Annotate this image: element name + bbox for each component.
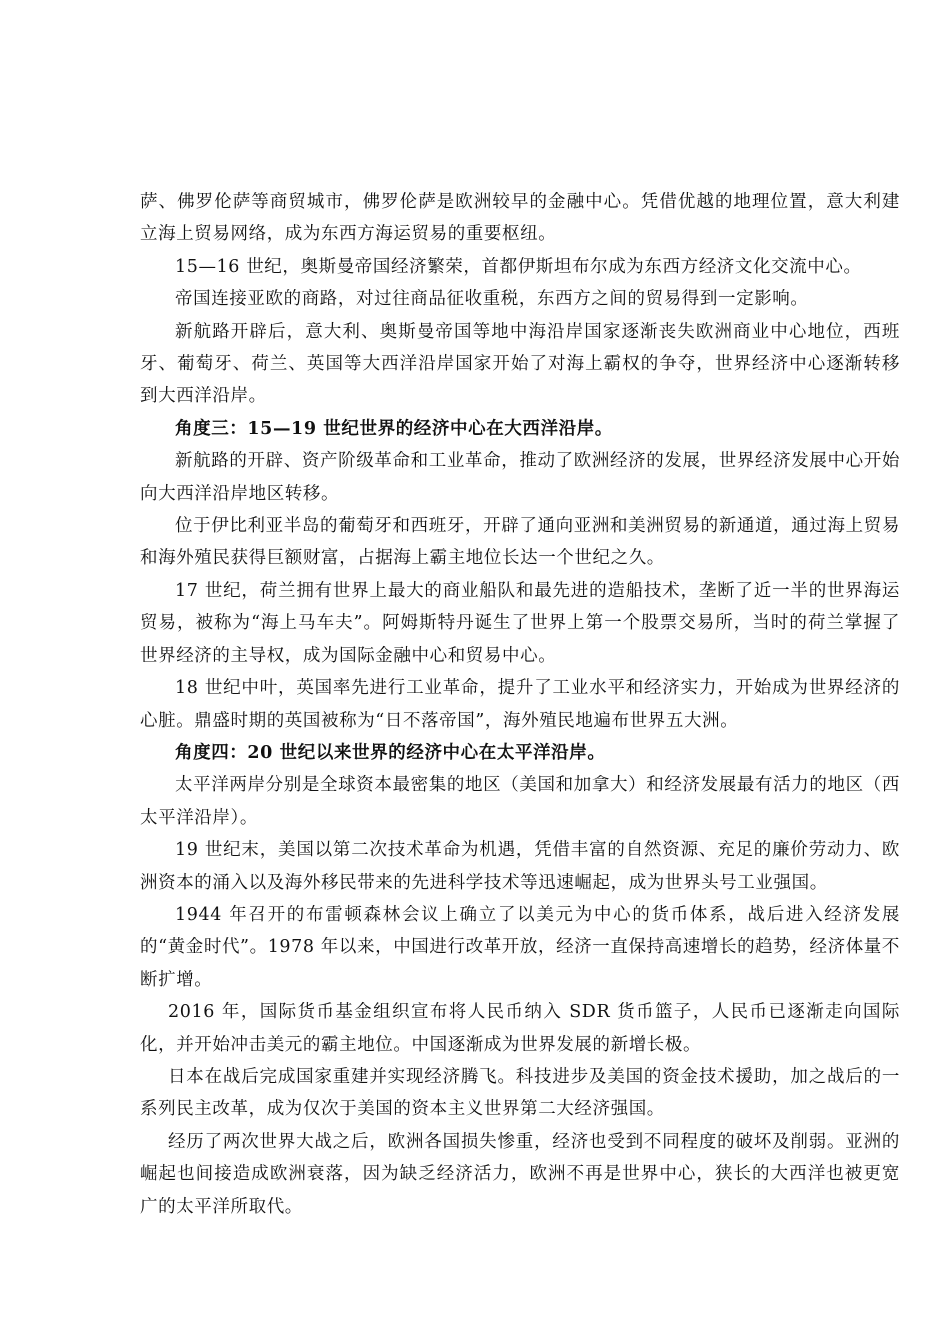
paragraph-pacific-regions: 太平洋两岸分别是全球资本最密集的地区（美国和加拿大）和经济发展最有活力的地区（西太平洋沿岸）。 (140, 775, 900, 828)
paragraph-netherlands: 17 世纪，荷兰拥有世界上最大的商业船队和最先进的造船技术，垄断了近一半的世界海运贸易，被称为“海上马车夫”。阿姆斯特丹诞生了世界上第一个股票交易所，当时的荷兰掌握了世界经济的主导权，成为国际金融中心和贸易中心。 (140, 580, 900, 666)
body-text (140, 186, 900, 1223)
paragraph-britain: 18 世纪中叶，英国率先进行工业革命，提升了工业水平和经济实力，开始成为世界经济的心脏。鼎盛时期的英国被称为“日不落帝国”，海外殖民地遍布世界五大洲。 (140, 678, 900, 731)
heading-angle-four: 角度四：20 世纪以来世界的经济中心在太平洋沿岸。 (175, 742, 606, 763)
paragraph-italy-trade: 萨、佛罗伦萨等商贸城市，佛罗伦萨是欧洲较早的金融中心。凭借优越的地理位置，意大利建立海上贸易网络，成为东西方海运贸易的重要枢纽。 (140, 192, 900, 245)
heading-angle-three: 角度三：15—19 世纪世界的经济中心在大西洋沿岸。 (175, 418, 613, 439)
paragraph-iberia: 位于伊比利亚半岛的葡萄牙和西班牙，开辟了通向亚洲和美洲贸易的新通道，通过海上贸易和海外殖民获得巨额财富，占据海上霸主地位长达一个世纪之久。 (140, 516, 900, 569)
paragraph-japan: 日本在战后完成国家重建并实现经济腾飞。科技进步及美国的资金技术援助，加之战后的一系列民主改革，成为仅次于美国的资本主义世界第二大经济强国。 (140, 1066, 900, 1120)
paragraph-europe-decline: 经历了两次世界大战之后，欧洲各国损失惨重，经济也受到不同程度的破坏及削弱。亚洲的崛起也间接造成欧洲衰落，因为缺乏经济活力，欧洲不再是世界中心，狭长的大西洋也被更宽广的太平洋所取代。 (140, 1131, 900, 1217)
paragraph-new-routes-shift: 新航路开辟后，意大利、奥斯曼帝国等地中海沿岸国家逐渐丧失欧洲商业中心地位，西班牙、葡萄牙、荷兰、英国等大西洋沿岸国家开始了对海上霸权的争夺，世界经济中心逐渐转移到大西洋沿岸。 (140, 321, 900, 407)
paragraph-ottoman-tax: 帝国连接亚欧的商路，对过往商品征收重税，东西方之间的贸易得到一定影响。 (175, 289, 809, 310)
paragraph-ottoman-prosperity: 15—16 世纪，奥斯曼帝国经济繁荣，首都伊斯坦布尔成为东西方经济文化交流中心。 (175, 256, 862, 277)
paragraph-atlantic-transfer: 新航路的开辟、资产阶级革命和工业革命，推动了欧洲经济的发展，世界经济发展中心开始向大西洋沿岸地区转移。 (140, 451, 900, 504)
paragraph-rmb-sdr: 2016 年，国际货币基金组织宣布将人民币纳入 SDR 货币篮子，人民币已逐渐走向国际化，并开始冲击美元的霸主地位。中国逐渐成为世界发展的新增长极。 (140, 1002, 900, 1055)
paragraph-usa-rise: 19 世纪末，美国以第二次技术革命为机遇，凭借丰富的自然资源、充足的廉价劳动力、欧洲资本的涌入以及海外移民带来的先进科学技术等迅速崛起，成为世界头号工业强国。 (140, 840, 900, 893)
paragraph-bretton-woods: 1944 年召开的布雷顿森林会议上确立了以美元为中心的货币体系，战后进入经济发展的“黄金时代”。1978 年以来，中国进行改革开放，经济一直保持高速增长的趋势，经济体量不断扩增。 (140, 904, 900, 990)
